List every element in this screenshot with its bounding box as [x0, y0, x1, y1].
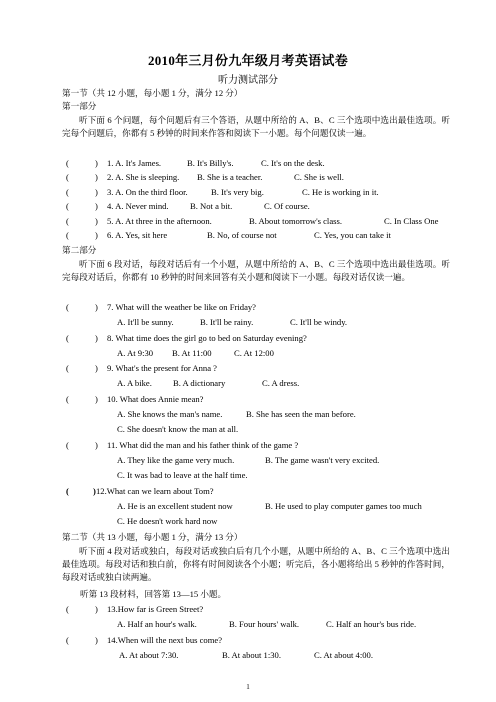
part1-instructions: 听下面 6 个问题，每个问题后有三个答语，从题中所给的 A、B、C 三个选项中选出最佳选项。听完每个问题后，你都有 5 秒钟的时间来作答和阅读下一小题。每个问题仅读一遍。: [62, 115, 450, 139]
question-7-text: 7. What will the weather be like on Friday?: [107, 302, 256, 312]
question-7-paren-close[interactable]: ): [95, 302, 98, 312]
question-12-text: 12.What can we learn about Tom?: [96, 486, 214, 496]
question-11-text: 11. What did the man and his father think of the game ?: [107, 440, 299, 450]
question-1-paren-open[interactable]: (: [66, 158, 69, 168]
question-10-option-c: C. She doesn't know the man at all.: [117, 424, 239, 434]
question-13-option-c: C. Half an hour's bus ride.: [326, 619, 417, 629]
question-14-paren-close[interactable]: ): [95, 635, 98, 645]
part2-heading: 第二部分: [62, 245, 97, 255]
question-8-option-b: B. At 11:00: [172, 348, 212, 358]
question-8-paren-close[interactable]: ): [95, 333, 98, 343]
question-9-text: 9. What's the present for Anna ?: [107, 363, 217, 373]
question-10-text: 10. What does Annie mean?: [107, 394, 204, 404]
question-2-paren-close[interactable]: ): [95, 172, 98, 182]
question-13-paren-open[interactable]: (: [66, 604, 69, 614]
question-7-paren-open[interactable]: (: [66, 302, 69, 312]
question-5-option-c: C. In Class One: [384, 216, 439, 226]
question-7-option-a: A. It'll be sunny.: [117, 317, 174, 327]
question-3-option-b: B. It's very big.: [211, 187, 264, 197]
question-12-option-b: B. He used to play computer games too much: [265, 501, 422, 511]
section1-heading: 第一节（共 12 小题，每小题 1 分，满分 12 分）: [62, 88, 243, 98]
question-14-option-c: C. At about 4:00.: [314, 650, 373, 660]
question-12-option-a: A. He is an excellent student now: [117, 501, 233, 511]
question-14-text: 14.When will the next bus come?: [107, 635, 223, 645]
question-11-paren-close[interactable]: ): [95, 440, 98, 450]
question-11-option-a: A. They like the game very much.: [117, 455, 235, 465]
question-4-option-b: B. Not a bit.: [190, 201, 233, 211]
question-2-option-a: 2. A. She is sleeping.: [107, 172, 180, 182]
question-14-paren-open[interactable]: (: [66, 635, 69, 645]
question-2-option-b: B. She is a teacher.: [197, 172, 263, 182]
question-11-option-b: B. The game wasn't very excited.: [265, 455, 380, 465]
question-9-option-a: A. A bike.: [117, 378, 152, 388]
question-10-option-a: A. She knows the man's name.: [117, 409, 223, 419]
question-6-paren-open[interactable]: (: [66, 230, 69, 240]
question-13-option-b: B. Four hours' walk.: [229, 619, 300, 629]
question-6-option-a: 6. A. Yes, sit here: [107, 230, 168, 240]
question-14-option-b: B. At about 1:30.: [222, 650, 281, 660]
question-4-option-a: 4. A. Never mind.: [107, 201, 169, 211]
question-3-paren-close[interactable]: ): [95, 187, 98, 197]
question-6-option-c: C. Yes, you can take it: [314, 230, 391, 240]
question-13-option-a: A. Half an hour's walk.: [117, 619, 197, 629]
question-1-option-b: B. It's Billy's.: [187, 158, 234, 168]
question-10-paren-open[interactable]: (: [66, 394, 69, 404]
section2-material: 听第 13 段材料，回答第 13—15 小题。: [80, 589, 227, 599]
question-3-paren-open[interactable]: (: [66, 187, 69, 197]
question-11-paren-open[interactable]: (: [66, 440, 69, 450]
question-12-paren-open[interactable]: (: [66, 486, 69, 496]
question-5-option-a: 5. A. At three in the afternoon.: [107, 216, 212, 226]
part1-heading: 第一部分: [62, 101, 97, 111]
question-9-option-c: C. A dress.: [262, 378, 300, 388]
question-4-option-c: C. Of course.: [264, 201, 310, 211]
question-4-paren-open[interactable]: (: [66, 201, 69, 211]
section2-instructions: 听下面 4 段对话或独白，每段对话或独白后有几个小题，从题中所给的 A、B、C 三个选项中选出最佳选项。每段对话和独白前，你将有时间阅读各个小题；听完后，各小题将给出 5 秒钟的作答时间，每段对话或独白读两遍。: [62, 546, 450, 583]
question-8-paren-open[interactable]: (: [66, 333, 69, 343]
question-12-option-c: C. He doesn't work hard now: [117, 516, 218, 526]
question-1-option-c: C. It's on the desk.: [261, 158, 325, 168]
page-title: 2010年三月份九年级月考英语试卷: [147, 53, 349, 68]
question-6-option-b: B. No, of course not: [207, 230, 277, 240]
question-5-option-b: B. About tomorrow's class.: [249, 216, 342, 226]
section2-heading: 第二节（共 13 小题，每小题 1 分，满分 13 分）: [62, 532, 243, 542]
question-1-option-a: 1. A. It's James.: [107, 158, 162, 168]
question-2-paren-open[interactable]: (: [66, 172, 69, 182]
question-9-paren-open[interactable]: (: [66, 363, 69, 373]
question-3-option-a: 3. A. On the third floor.: [107, 187, 188, 197]
question-3-option-c: C. He is working in it.: [302, 187, 379, 197]
question-6-paren-close[interactable]: ): [95, 230, 98, 240]
question-12-paren-close[interactable]: ): [93, 486, 96, 496]
question-1-paren-close[interactable]: ): [95, 158, 98, 168]
question-13-text: 13.How far is Green Street?: [107, 604, 204, 614]
question-9-paren-close[interactable]: ): [95, 363, 98, 373]
question-13-paren-close[interactable]: ): [95, 604, 98, 614]
question-14-option-a: A. At about 7:30.: [119, 650, 179, 660]
question-7-option-b: B. It'll be rainy.: [200, 317, 254, 327]
question-7-option-c: C. It'll be windy.: [290, 317, 348, 327]
question-9-option-b: B. A dictionary: [173, 378, 226, 388]
question-8-option-c: C. At 12:00: [234, 348, 274, 358]
question-8-option-a: A. At 9:30: [117, 348, 154, 358]
question-8-text: 8. What time does the girl go to bed on Saturday evening?: [107, 333, 307, 343]
question-5-paren-open[interactable]: (: [66, 216, 69, 226]
question-5-paren-close[interactable]: ): [95, 216, 98, 226]
part2-instructions: 听下面 6 段对话，每段对话后有一个小题，从题中所给的 A、B、C 三个选项中选出最佳选项。听完每段对话后，你都有 10 秒钟的时间来回答有关小题和阅读下一小题。每段对话仅读一遍。: [62, 259, 450, 283]
page-subtitle: 听力测试部分: [218, 75, 278, 86]
page-number: 1: [246, 683, 250, 691]
question-10-option-b: B. She has seen the man before.: [246, 409, 356, 419]
question-4-paren-close[interactable]: ): [95, 201, 98, 211]
question-11-option-c: C. It was bad to leave at the half time.: [117, 470, 248, 480]
question-10-paren-close[interactable]: ): [95, 394, 98, 404]
question-2-option-c: C. She is well.: [294, 172, 344, 182]
